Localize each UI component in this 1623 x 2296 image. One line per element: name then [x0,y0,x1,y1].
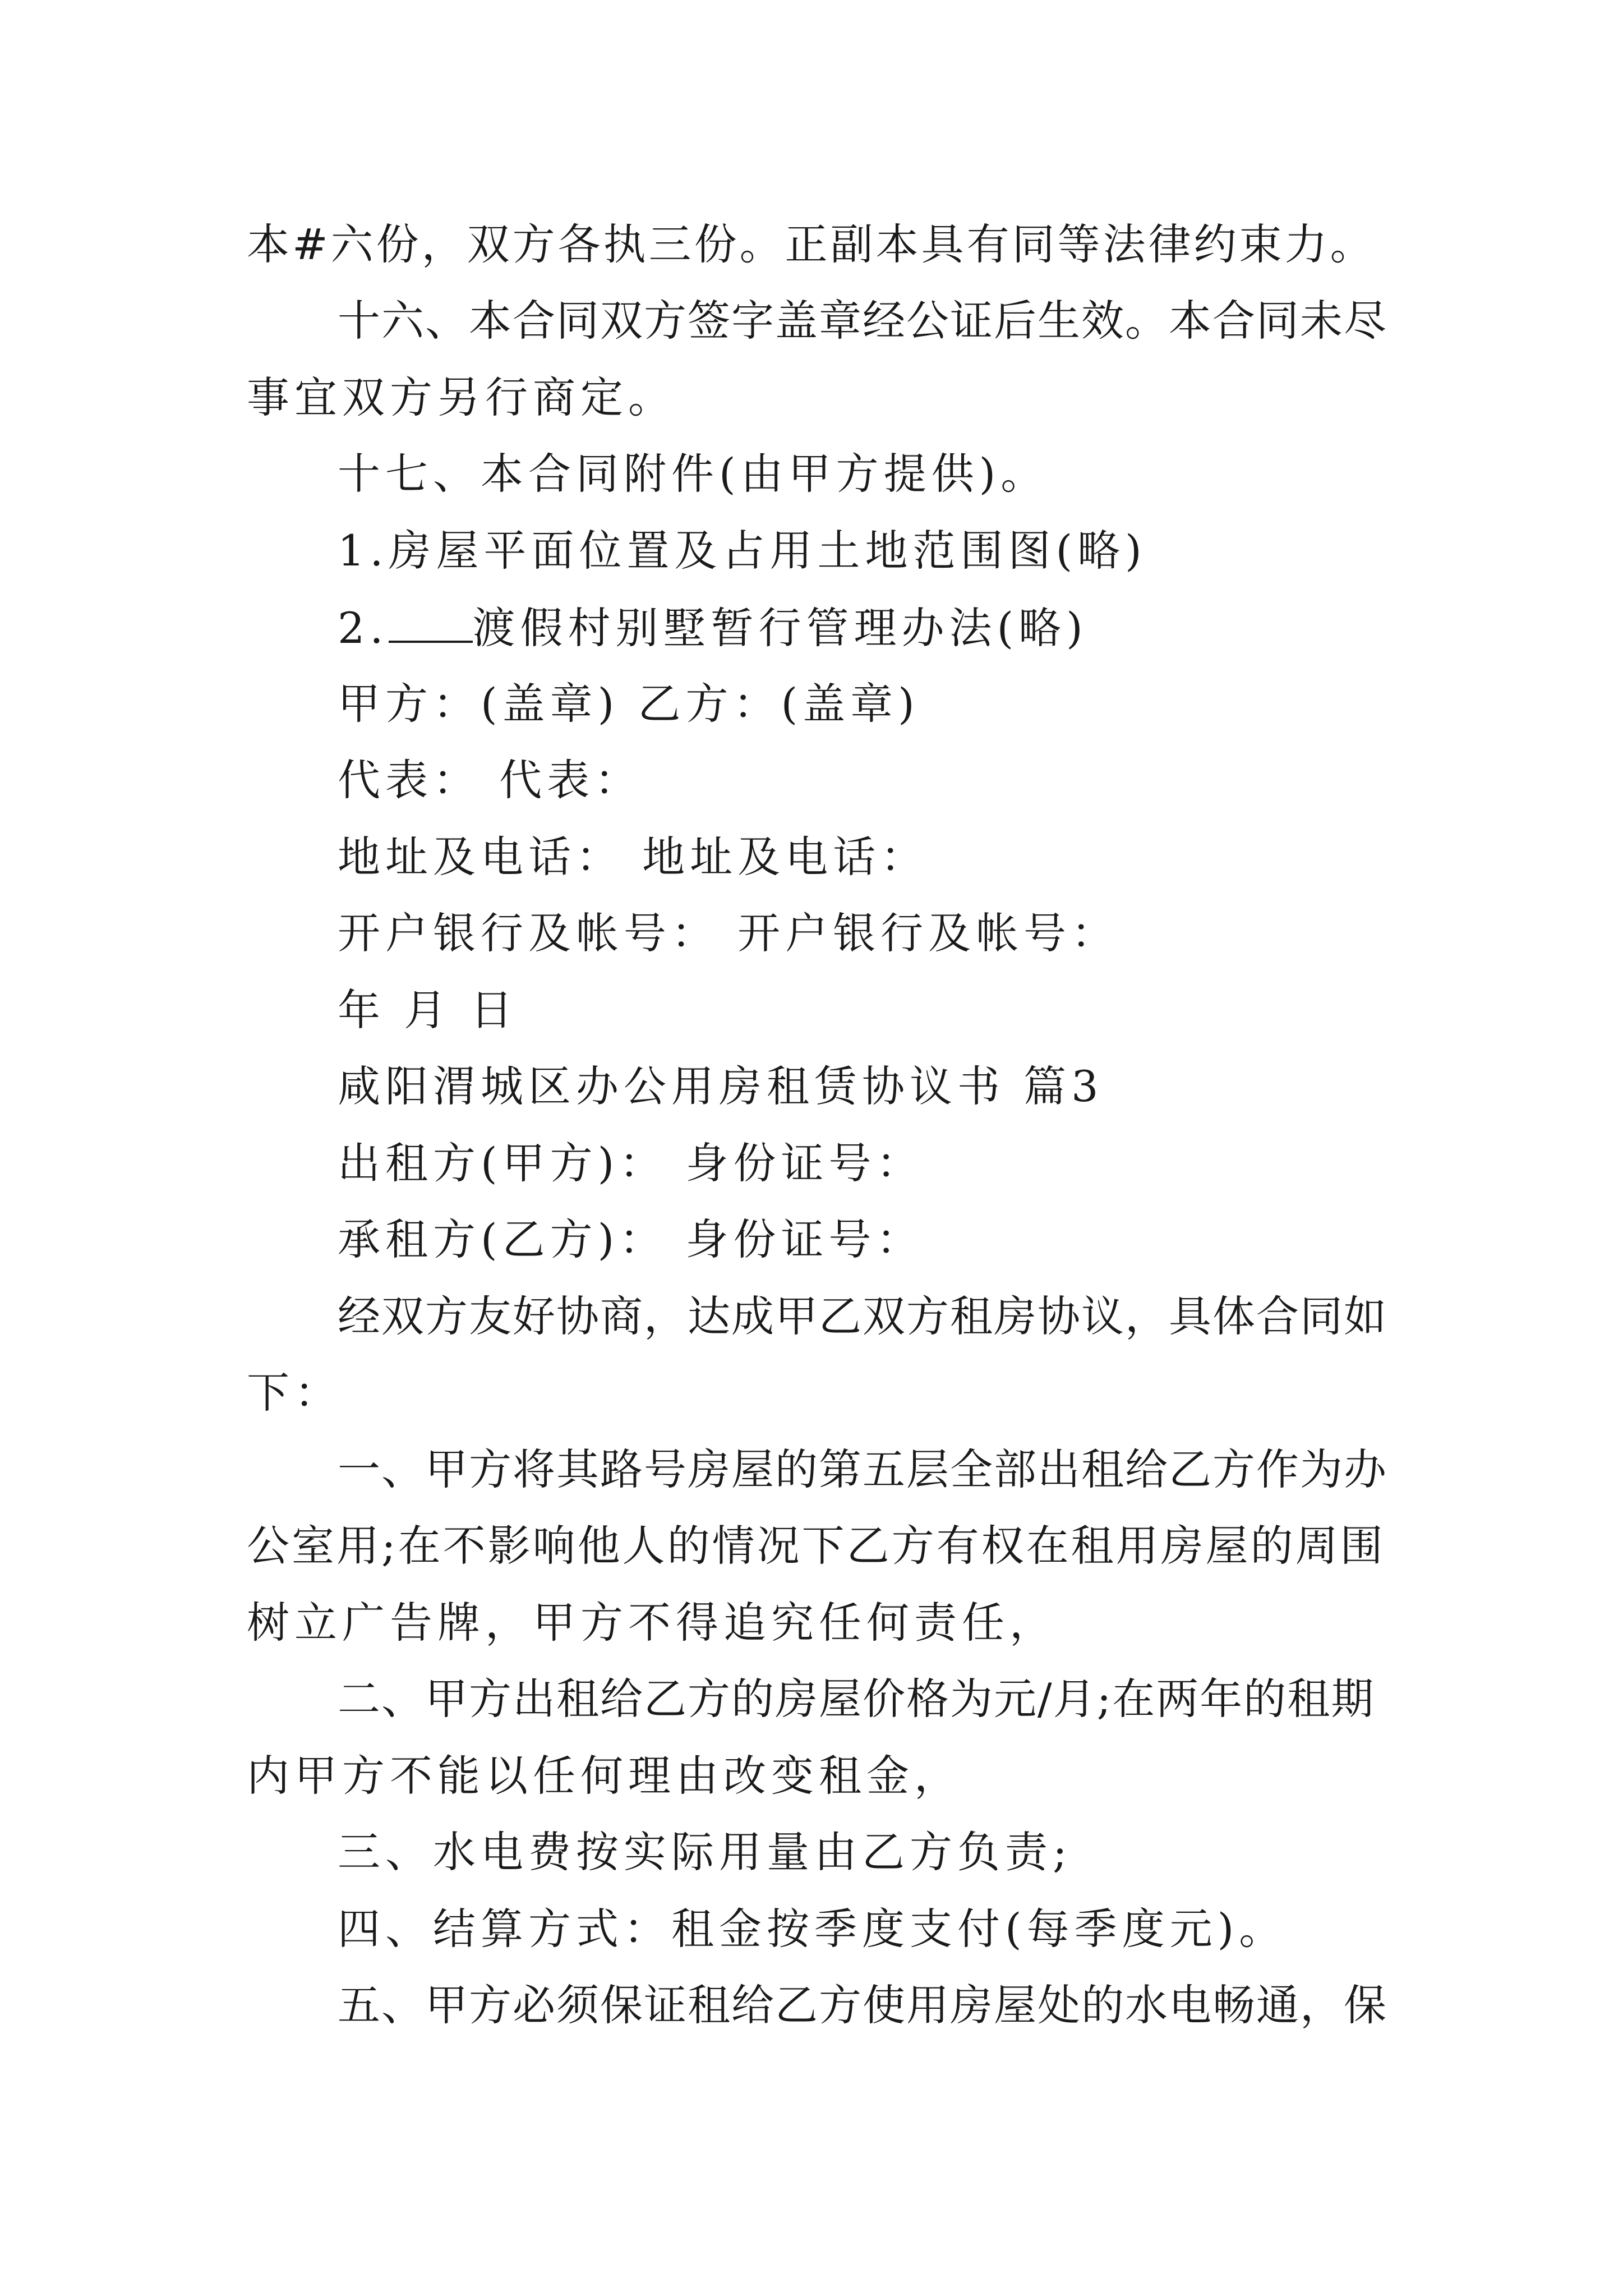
text-line: 内甲方不能以任何理由改变租金， [247,1751,962,1801]
text-line: 公室用;在不影响他人的情况下乙方有权在租用房屋的周围 [247,1521,1385,1571]
text-line: 本#六份，双方各执三份。正副本具有同等法律约束力。 [247,219,1376,269]
text-line: 四、结算方式：租金按季度支付(每季度元)。 [338,1904,1287,1954]
text-line: 事宜双方另行商定。 [247,372,676,422]
text-line: 出租方(甲方)： 身份证号： [338,1138,924,1188]
text-line: 下： [247,1368,342,1418]
text-line: 二、甲方出租给乙方的房屋价格为元/月;在两年的租期 [338,1674,1375,1724]
text-line: 地址及电话： 地址及电话： [338,832,929,882]
item-text: 渡假村别墅暂行管理办法(略) [472,603,1088,653]
text-line: 三、水电费按实际用量由乙方负责; [338,1827,1072,1877]
text-line: 经双方友好协商，达成甲乙双方租房协议，具体合同如 [338,1291,1387,1341]
text-line: 十七、本合同附件(由甲方提供)。 [338,449,1049,499]
text-line [338,603,1088,653]
fill-in-blank [389,606,473,643]
text-line: 十六、本合同双方签字盖章经公证后生效。本合同未尽 [338,296,1387,346]
text-line: 树立广告牌，甲方不得追究任何责任， [247,1598,1057,1648]
text-line: 年 月 日 [338,985,518,1035]
text-line: 开户银行及帐号： 开户银行及帐号： [338,908,1119,958]
text-line: 甲方：(盖章) 乙方：(盖章) [338,679,920,729]
text-line: 承租方(乙方)： 身份证号： [338,1214,924,1264]
text-line: 五、甲方必须保证租给乙方使用房屋处的水电畅通，保 [338,1980,1387,2030]
text-line: 代表： 代表： [338,755,643,805]
text-line: 一、甲方将其路号房屋的第五层全部出租给乙方作为办 [338,1444,1387,1494]
item-number: 2. [338,603,389,653]
text-line: 1.房屋平面位置及占用土地范围图(略) [338,526,1147,576]
section-heading: 咸阳渭城区办公用房租赁协议书 篇3 [338,1061,1104,1111]
